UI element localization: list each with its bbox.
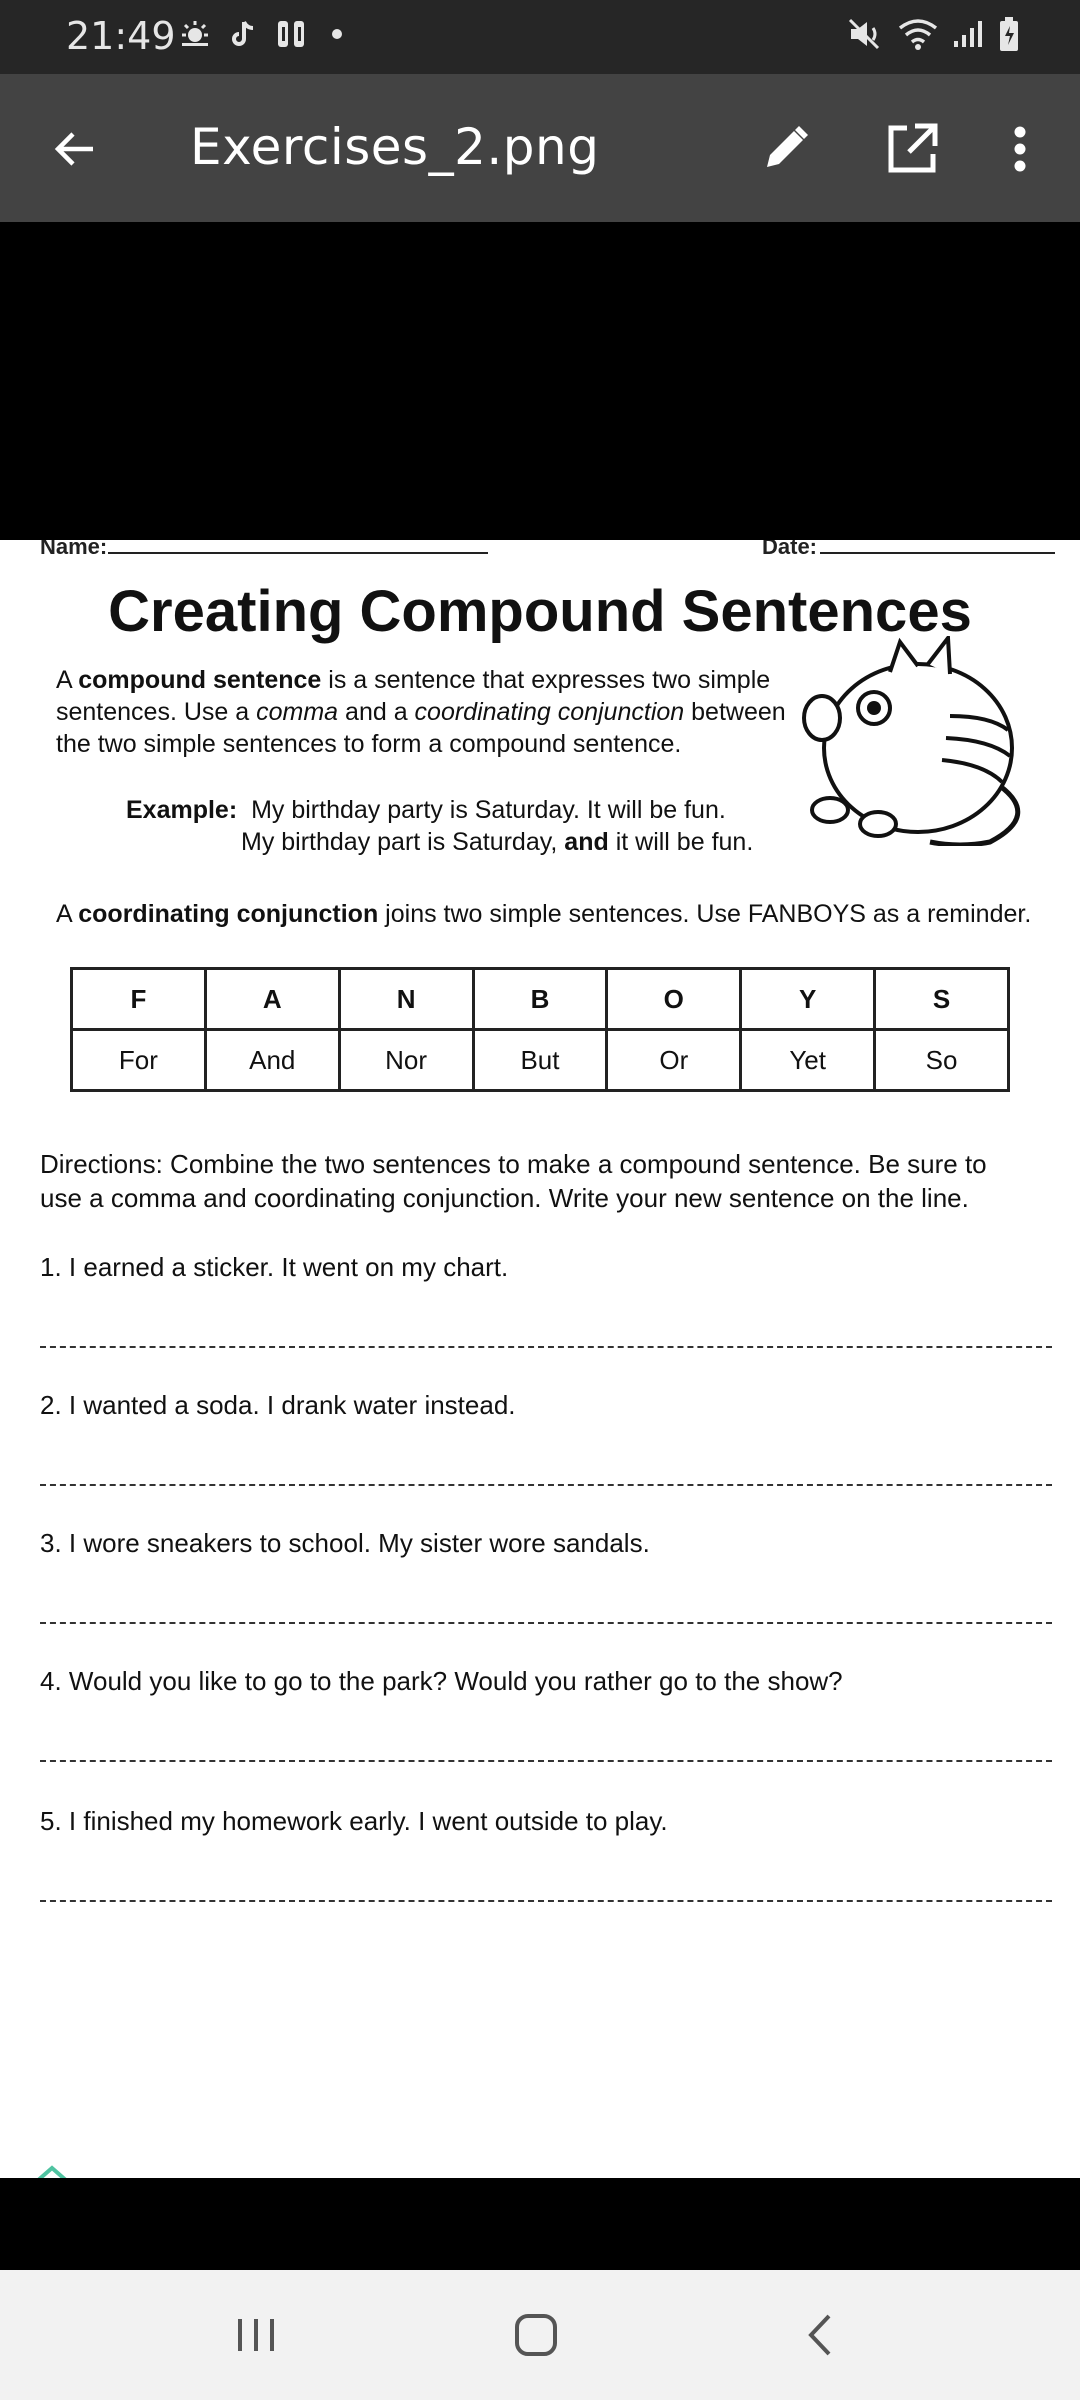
image-viewer[interactable] — [0, 222, 1080, 2270]
directions-line-2: use a comma and coordinating conjunction. Write your new sentence on the line. — [40, 1183, 969, 1213]
weather-icon — [178, 19, 212, 54]
recent-apps-button[interactable] — [176, 2270, 336, 2400]
back-chevron-icon — [805, 2312, 835, 2358]
more-options-icon[interactable] — [990, 114, 1050, 184]
fanboys-letter: B — [473, 969, 607, 1030]
question-3: 3. I wore sneakers to school. My sister wore sandals. — [40, 1528, 650, 1558]
intro-line-2: sentences. Use a comma and a coordinating conjunction between — [56, 698, 786, 726]
answer-line-5 — [40, 1900, 1052, 1902]
mute-icon — [848, 18, 884, 55]
open-external-icon[interactable] — [877, 114, 947, 184]
fanboys-table — [70, 967, 1010, 1092]
conjunction-note: A coordinating conjunction joins two simple sentences. Use FANBOYS as a reminder. — [56, 900, 1032, 928]
wifi-icon — [898, 18, 938, 55]
example-line-1: Example: My birthday party is Saturday. It will be fun. — [126, 796, 726, 824]
directions-line-1: Directions: Combine the two sentences to make a compound sentence. Be sure to — [40, 1149, 987, 1179]
fanboys-words-row — [72, 1030, 1009, 1091]
file-title: Exercises_2.png — [190, 118, 600, 176]
answer-line-2 — [40, 1484, 1052, 1486]
worksheet-image — [0, 540, 1080, 2178]
recent-apps-icon — [234, 2315, 278, 2355]
example-line-2: My birthday part is Saturday, and it will be fun. — [241, 828, 754, 856]
intro-line-3: the two simple sentences to form a compound sentence. — [56, 730, 682, 758]
home-icon — [513, 2312, 559, 2358]
back-arrow-icon[interactable] — [40, 114, 110, 184]
fanboys-letters-row — [72, 969, 1009, 1030]
tiktok-icon — [230, 19, 256, 54]
fanboys-letter: Y — [741, 969, 875, 1030]
date-label: Date: — [762, 540, 818, 559]
dot-icon — [330, 27, 344, 46]
status-bar — [0, 0, 1080, 74]
answer-line-3 — [40, 1622, 1052, 1624]
name-label: Name: — [40, 540, 108, 559]
notification-icon — [274, 17, 312, 56]
question-1: 1. I earned a sticker. It went on my chart. — [40, 1252, 509, 1282]
fanboys-letter: F — [72, 969, 206, 1030]
fanboys-word: And — [205, 1030, 339, 1091]
fanboys-word: But — [473, 1030, 607, 1091]
edit-pencil-icon[interactable] — [750, 114, 820, 184]
question-5: 5. I finished my homework early. I went outside to play. — [40, 1806, 668, 1836]
fanboys-word: Or — [607, 1030, 741, 1091]
name-line — [108, 552, 488, 554]
fanboys-word: So — [875, 1030, 1009, 1091]
fanboys-letter: N — [339, 969, 473, 1030]
fanboys-word: Nor — [339, 1030, 473, 1091]
footer-logo-icon — [34, 2164, 74, 2178]
worksheet-title: Creating Compound Sentences — [108, 579, 972, 644]
intro-line-1: A compound sentence is a sentence that expresses two simple — [56, 666, 771, 694]
fanboys-letter: O — [607, 969, 741, 1030]
answer-line-1 — [40, 1346, 1052, 1348]
signal-icon — [952, 19, 984, 54]
date-line — [820, 552, 1055, 554]
status-time: 21:49 — [66, 14, 176, 58]
answer-line-4 — [40, 1760, 1052, 1762]
home-button[interactable] — [456, 2270, 616, 2400]
fanboys-word: For — [72, 1030, 206, 1091]
fanboys-letter: A — [205, 969, 339, 1030]
fanboys-word: Yet — [741, 1030, 875, 1091]
back-button[interactable] — [740, 2270, 900, 2400]
question-2: 2. I wanted a soda. I drank water instead. — [40, 1390, 516, 1420]
nav-bar — [0, 2270, 1080, 2400]
app-bar — [0, 74, 1080, 222]
fanboys-letter: S — [875, 969, 1009, 1030]
battery-icon — [998, 16, 1020, 57]
cat-illustration — [800, 636, 1040, 846]
question-4: 4. Would you like to go to the park? Would you rather go to the show? — [40, 1666, 843, 1696]
